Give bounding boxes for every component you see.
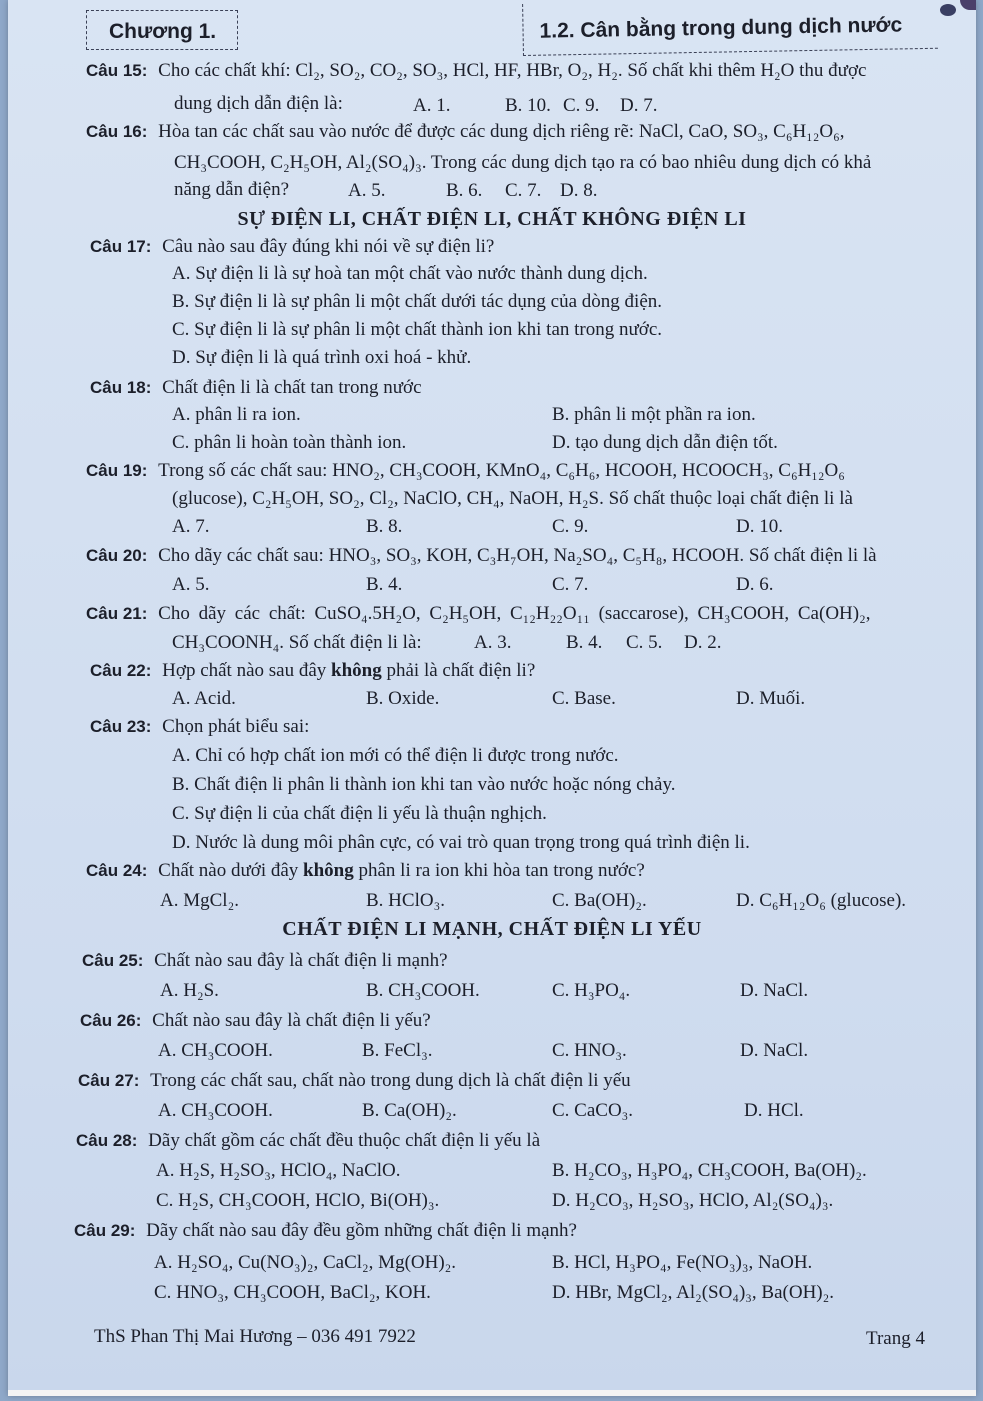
question-text: Cho dãy các chất: CuSO₄.5H₂O, C₂H₅OH, C₁₂H₂₂O₁₁ (saccarose), CH₃COOH, Ca(OH)₂, [158, 603, 871, 624]
option-d: D. HCl. [744, 1100, 804, 1121]
question-text: Chọn phát biểu sai: [162, 716, 310, 737]
option-d: D. Muối. [736, 688, 806, 709]
option-a: A. phân li ra ion. [172, 404, 301, 425]
option-a: A. Sự điện li là sự hoà tan một chất vào nước thành dung dịch. [172, 263, 648, 284]
question-text: Chất nào sau đây là chất điện li yếu? [152, 1010, 431, 1031]
question-text-pre: Hợp chất nào sau đây [162, 660, 332, 681]
question-number: Câu 17: [90, 237, 152, 256]
question-number: Câu 21: [86, 604, 148, 623]
question-16-cont: CH₃COOH, C₂H₅OH, Al₂(SO₄)₃. Trong các dung dịch tạo ra có bao nhiêu dung dịch có khả [174, 152, 872, 173]
option-c: C. Sự điện li của chất điện li yếu là thuận nghịch. [172, 803, 547, 824]
question-text: Cho các chất khí: Cl₂, SO₂, CO₂, SO₃, HCl, HF, HBr, O₂, H₂. Số chất khi thêm H₂O thu được [158, 60, 867, 81]
worksheet-page [8, 0, 976, 1396]
question-16-cont2: năng dẫn điện? [174, 179, 290, 200]
section-title: 1.2. Cân bằng trong dung dịch nước [522, 0, 938, 56]
question-text: Dãy chất gồm các chất đều thuộc chất điện li yếu là [148, 1130, 541, 1151]
option-b: B. 10. [505, 95, 551, 116]
option-b: B. Chất điện li phân li thành ion khi tan vào nước hoặc nóng chảy. [172, 774, 676, 795]
question-29 [74, 1220, 577, 1242]
option-d: D. 10. [736, 516, 783, 537]
question-17 [90, 236, 494, 258]
option-c: C. H₃PO₄. [552, 980, 631, 1001]
option-b: B. 4. [366, 574, 403, 595]
option-d: D. 6. [736, 574, 774, 595]
option-a: A. H₂SO₄, Cu(NO₃)₂, CaCl₂, Mg(OH)₂. [154, 1252, 457, 1273]
option-d: D. C₆H₁₂O₆ (glucose). [736, 890, 907, 911]
option-a: A. 1. [413, 95, 451, 116]
footer-page-number: Trang 4 [866, 1328, 925, 1349]
chapter-label: Chương 1. [86, 10, 238, 50]
question-text [158, 860, 645, 881]
option-b: B. Oxide. [366, 688, 440, 709]
question-text: Câu nào sau đây đúng khi nói về sự điện li? [162, 236, 495, 257]
option-c: C. HNO₃, CH₃COOH, BaCl₂, KOH. [154, 1282, 431, 1303]
question-text: Trong các chất sau, chất nào trong dung dịch là chất điện li yếu [150, 1070, 631, 1091]
option-b: B. Ca(OH)₂. [362, 1100, 457, 1121]
option-b: B. 6. [446, 180, 483, 201]
question-19-cont: (glucose), C₂H₅OH, SO₂, Cl₂, NaClO, CH₄, NaOH, H₂S. Số chất thuộc loại chất điện li là [172, 488, 853, 509]
option-c: C. 9. [552, 516, 589, 537]
option-c: C. HNO₃. [552, 1040, 627, 1061]
question-19 [86, 460, 845, 482]
option-b: B. HCl, H₃PO₄, Fe(NO₃)₃, NaOH. [552, 1252, 813, 1273]
option-c: C. 7. [505, 180, 542, 201]
option-c: C. 7. [552, 574, 589, 595]
question-text-emphasis: không [303, 860, 354, 881]
option-a: A. Chỉ có hợp chất ion mới có thể điện li được trong nước. [172, 745, 619, 766]
question-27 [78, 1070, 631, 1092]
question-25 [82, 950, 448, 972]
corner-mark [940, 4, 956, 16]
option-b: B. phân li một phần ra ion. [552, 404, 756, 425]
option-d: D. HBr, MgCl₂, Al₂(SO₄)₃, Ba(OH)₂. [552, 1282, 834, 1303]
question-text-pre: Chất nào dưới đây [158, 860, 304, 881]
question-number: Câu 24: [86, 861, 148, 880]
option-b: B. H₂CO₃, H₃PO₄, CH₃COOH, Ba(OH)₂. [552, 1160, 867, 1181]
option-c: C. 9. [563, 95, 600, 116]
question-28 [76, 1130, 540, 1152]
question-22 [90, 660, 535, 682]
option-a: A. 3. [474, 632, 512, 653]
option-a: A. CH₃COOH. [158, 1100, 273, 1121]
question-16 [86, 121, 845, 143]
question-24 [86, 860, 645, 882]
question-20 [86, 545, 877, 567]
question-number: Câu 26: [80, 1011, 142, 1030]
question-21-cont: CH₃COONH₄. Số chất điện li là: [172, 632, 422, 653]
option-b: B. Sự điện li là sự phân li một chất dưới tác dụng của dòng điện. [172, 291, 663, 312]
question-number: Câu 28: [76, 1131, 138, 1150]
question-text-post: phải là chất điện li? [381, 660, 536, 681]
option-a: A. H₂S, H₂SO₃, HClO₄, NaClO. [156, 1160, 401, 1181]
option-d: D. NaCl. [740, 1040, 809, 1061]
option-c: C. phân li hoàn toàn thành ion. [172, 432, 407, 453]
option-a: A. 5. [348, 180, 386, 201]
section-heading-2: CHẤT ĐIỆN LI MẠNH, CHẤT ĐIỆN LI YẾU [282, 918, 702, 940]
question-text: Trong số các chất sau: HNO₂, CH₃COOH, KMnO₄, C₆H₆, HCOOH, HCOOCH₃, C₆H₁₂O₆ [158, 460, 845, 481]
question-number: Câu 15: [86, 61, 148, 80]
option-a: A. CH₃COOH. [158, 1040, 273, 1061]
option-d: D. H₂CO₃, H₂SO₃, HClO, Al₂(SO₄)₃. [552, 1190, 834, 1211]
option-c: C. Sự điện li là sự phân li một chất thành ion khi tan trong nước. [172, 319, 663, 340]
question-text [162, 660, 535, 681]
question-number: Câu 19: [86, 461, 148, 480]
option-d: D. Sự điện li là quá trình oxi hoá - khử. [172, 347, 472, 368]
option-d: D. 2. [684, 632, 722, 653]
footer-author: ThS Phan Thị Mai Hương – 036 491 7922 [94, 1326, 416, 1347]
question-text: Hòa tan các chất sau vào nước để được các dung dịch riêng rẽ: NaCl, CaO, SO₃, C₆H₁₂O₆, [158, 121, 845, 142]
option-b: B. FeCl₃. [362, 1040, 433, 1061]
option-d: D. 7. [620, 95, 658, 116]
question-number: Câu 22: [90, 661, 152, 680]
question-text: Dãy chất nào sau đây đều gồm những chất điện li mạnh? [146, 1220, 577, 1241]
question-number: Câu 18: [90, 378, 152, 397]
corner-mark-2 [960, 0, 976, 10]
question-26 [80, 1010, 431, 1032]
option-b: B. HClO₃. [366, 890, 445, 911]
question-15-cont: dung dịch dẫn điện là: [174, 93, 343, 114]
option-c: C. Base. [552, 688, 616, 709]
option-c: C. 5. [626, 632, 663, 653]
question-21 [86, 603, 870, 625]
section-heading-1: SỰ ĐIỆN LI, CHẤT ĐIỆN LI, CHẤT KHÔNG ĐIỆN LI [237, 208, 747, 230]
option-a: A. Acid. [172, 688, 236, 709]
question-18 [90, 377, 422, 399]
question-23 [90, 716, 309, 738]
option-d: D. Nước là dung môi phân cực, có vai trò quan trọng trong quá trình điện li. [172, 832, 750, 853]
question-number: Câu 20: [86, 546, 148, 565]
question-text-post: phân li ra ion khi hòa tan trong nước? [353, 860, 645, 881]
option-d: D. NaCl. [740, 980, 809, 1001]
option-c: C. H₂S, CH₃COOH, HClO, Bi(OH)₃. [156, 1190, 440, 1211]
question-number: Câu 29: [74, 1221, 136, 1240]
option-d: D. 8. [560, 180, 598, 201]
question-text-emphasis: không [331, 660, 382, 681]
option-a: A. MgCl₂. [160, 890, 239, 911]
question-number: Câu 25: [82, 951, 144, 970]
option-a: A. 5. [172, 574, 210, 595]
option-b: B. 4. [566, 632, 603, 653]
question-number: Câu 23: [90, 717, 152, 736]
question-number: Câu 27: [78, 1071, 140, 1090]
option-c: C. Ba(OH)₂. [552, 890, 647, 911]
question-text: Cho dãy các chất sau: HNO₃, SO₃, KOH, C₃H₇OH, Na₂SO₄, C₅H₈, HCOOH. Số chất điện li là [158, 545, 877, 566]
option-c: C. CaCO₃. [552, 1100, 634, 1121]
question-number: Câu 16: [86, 122, 148, 141]
option-a: A. H₂S. [160, 980, 219, 1001]
question-text: Chất điện li là chất tan trong nước [162, 377, 422, 398]
option-a: A. 7. [172, 516, 210, 537]
option-d: D. tạo dung dịch dẫn điện tốt. [552, 432, 778, 453]
option-b: B. 8. [366, 516, 403, 537]
option-b: B. CH₃COOH. [366, 980, 480, 1001]
question-15 [86, 60, 866, 82]
question-text: Chất nào sau đây là chất điện li mạnh? [154, 950, 448, 971]
